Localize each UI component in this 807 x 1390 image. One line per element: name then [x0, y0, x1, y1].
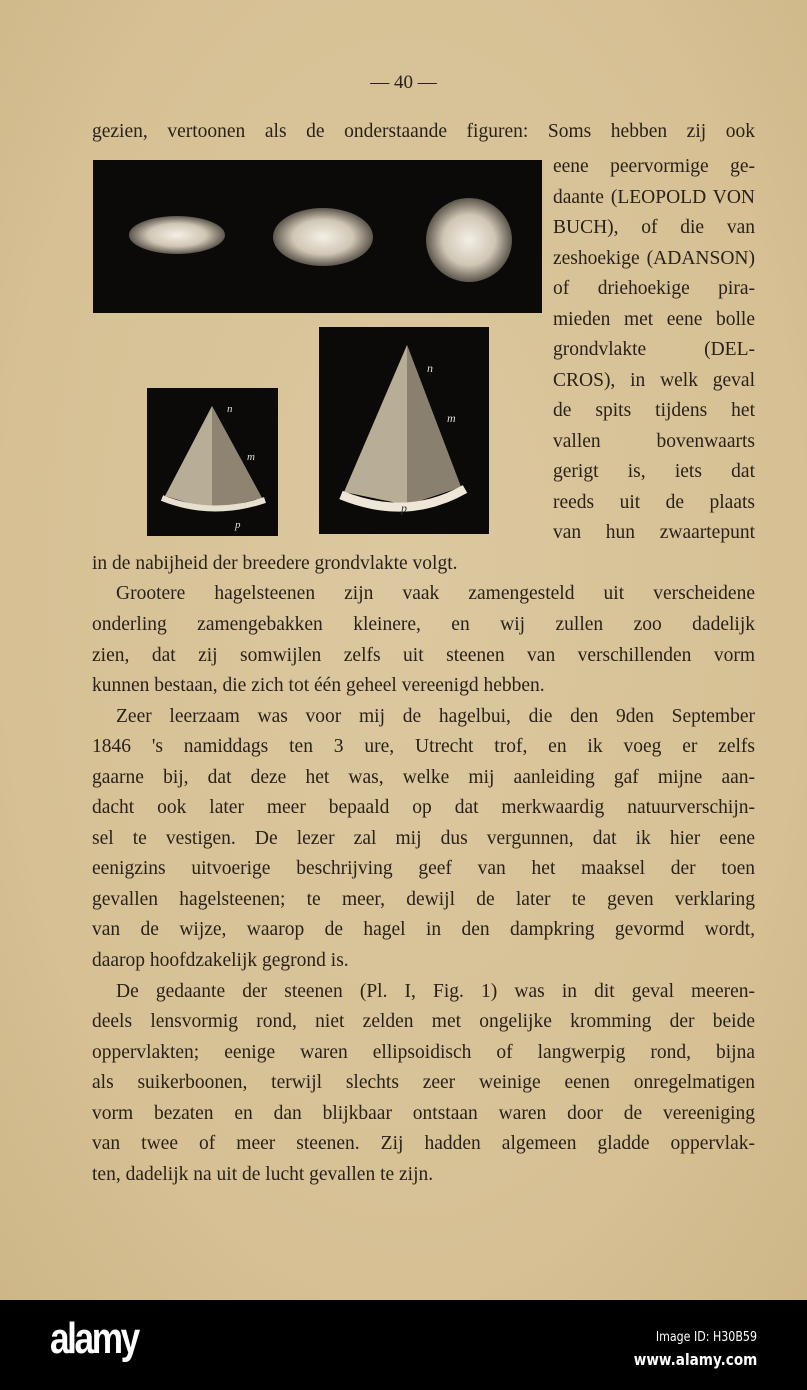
text-line: dacht ook later meer bepaald op dat merkwaardig natuurverschijn-: [92, 797, 755, 818]
text-line: eenigzins uitvoerige beschrijving geef van het maaksel der toen: [92, 858, 755, 879]
text-line: gevallen hagelsteenen; te meer, dewijl de later te geven verklaring: [92, 889, 755, 910]
text-line: daante (LEOPOLD VON: [553, 187, 755, 208]
text-line: reeds uit de plaats: [553, 492, 755, 513]
text-line: eene peervormige ge-: [553, 156, 755, 177]
text-line: ten, dadelijk na uit de lucht gevallen te zijn.: [92, 1164, 434, 1185]
figure-small-pyramid: [147, 388, 278, 536]
text-line: gezien, vertoonen als de onderstaande figuren: Soms hebben zij ook: [92, 121, 755, 142]
label-p: p: [401, 501, 407, 515]
label-p: p: [235, 519, 241, 531]
text-line: onderling zamengebakken kleinere, en wij zullen zoo dadelijk: [92, 614, 755, 635]
text-line: oppervlakten; eenige waren ellipsoidisch of langwerpig rond, bijna: [92, 1042, 755, 1063]
page-number: — 40 —: [370, 72, 437, 93]
text-line: zeshoekige (ADANSON): [553, 248, 755, 269]
text-line: vallen bovenwaarts: [553, 431, 755, 452]
text-line: grondvlakte (DEL-: [553, 339, 755, 360]
label-m: m: [247, 451, 255, 463]
text-line: gerigt is, iets dat: [553, 461, 755, 482]
text-line: BUCH), of die van: [553, 217, 755, 238]
figure-large-pyramid: [319, 327, 489, 534]
figure-hailstones-lens: [93, 160, 542, 313]
text-line: gaarne bij, dat deze het was, welke mij aanleiding gaf mijne aan-: [92, 767, 755, 788]
label-n: n: [227, 403, 233, 415]
label-m: m: [447, 411, 456, 425]
text-line: zien, dat zij somwijlen zelfs uit steenen van verschillenden vorm: [92, 645, 755, 666]
text-line: 1846 's namiddags ten 3 ure, Utrecht trof, en ik voeg er zelfs: [92, 736, 755, 757]
text-line: Grootere hagelsteenen zijn vaak zamengesteld uit verscheidene: [116, 583, 755, 604]
hailstones-illustration: [93, 160, 542, 313]
text-line: kunnen bestaan, die zich tot één geheel vereenigd hebben.: [92, 675, 545, 696]
text-line: deels lensvormig rond, niet zelden met ongelijke kromming der beide: [92, 1011, 755, 1032]
text-line: CROS), in welk geval: [553, 370, 755, 391]
text-line: in de nabijheid der breedere grondvlakte volgt.: [92, 553, 458, 574]
text-line: daarop hoofdzakelijk gegrond is.: [92, 950, 349, 971]
label-n: n: [427, 361, 433, 375]
footer-bar: [0, 1300, 807, 1390]
text-line: of driehoekige pira-: [553, 278, 755, 299]
text-line: van hun zwaartepunt: [553, 522, 755, 543]
text-line: sel te vestigen. De lezer zal mij dus vergunnen, dat ik hier eene: [92, 828, 755, 849]
text-line: van twee of meer steenen. Zij hadden algemeen gladde oppervlak-: [92, 1133, 755, 1154]
alamy-logo: alamy: [50, 1314, 138, 1363]
text-line: de spits tijdens het: [553, 400, 755, 421]
pyramid-illustration: [319, 327, 489, 534]
site-url: www.alamy.com: [633, 1350, 757, 1369]
image-id: Image ID: H30B59: [655, 1330, 757, 1345]
text-line: als suikerboonen, terwijl slechts zeer weinige eenen onregelmatigen: [92, 1072, 755, 1093]
text-line: Zeer leerzaam was voor mij de hagelbui, die den 9den September: [116, 706, 755, 727]
text-line: mieden met eene bolle: [553, 309, 755, 330]
text-line: De gedaante der steenen (Pl. I, Fig. 1) was in dit geval meeren-: [116, 981, 755, 1002]
text-line: van de wijze, waarop de hagel in den dampkring gevormd wordt,: [92, 919, 755, 940]
text-line: vorm bezaten en dan blijkbaar ontstaan waren door de vereeniging: [92, 1103, 755, 1124]
pyramid-illustration: [147, 388, 278, 536]
